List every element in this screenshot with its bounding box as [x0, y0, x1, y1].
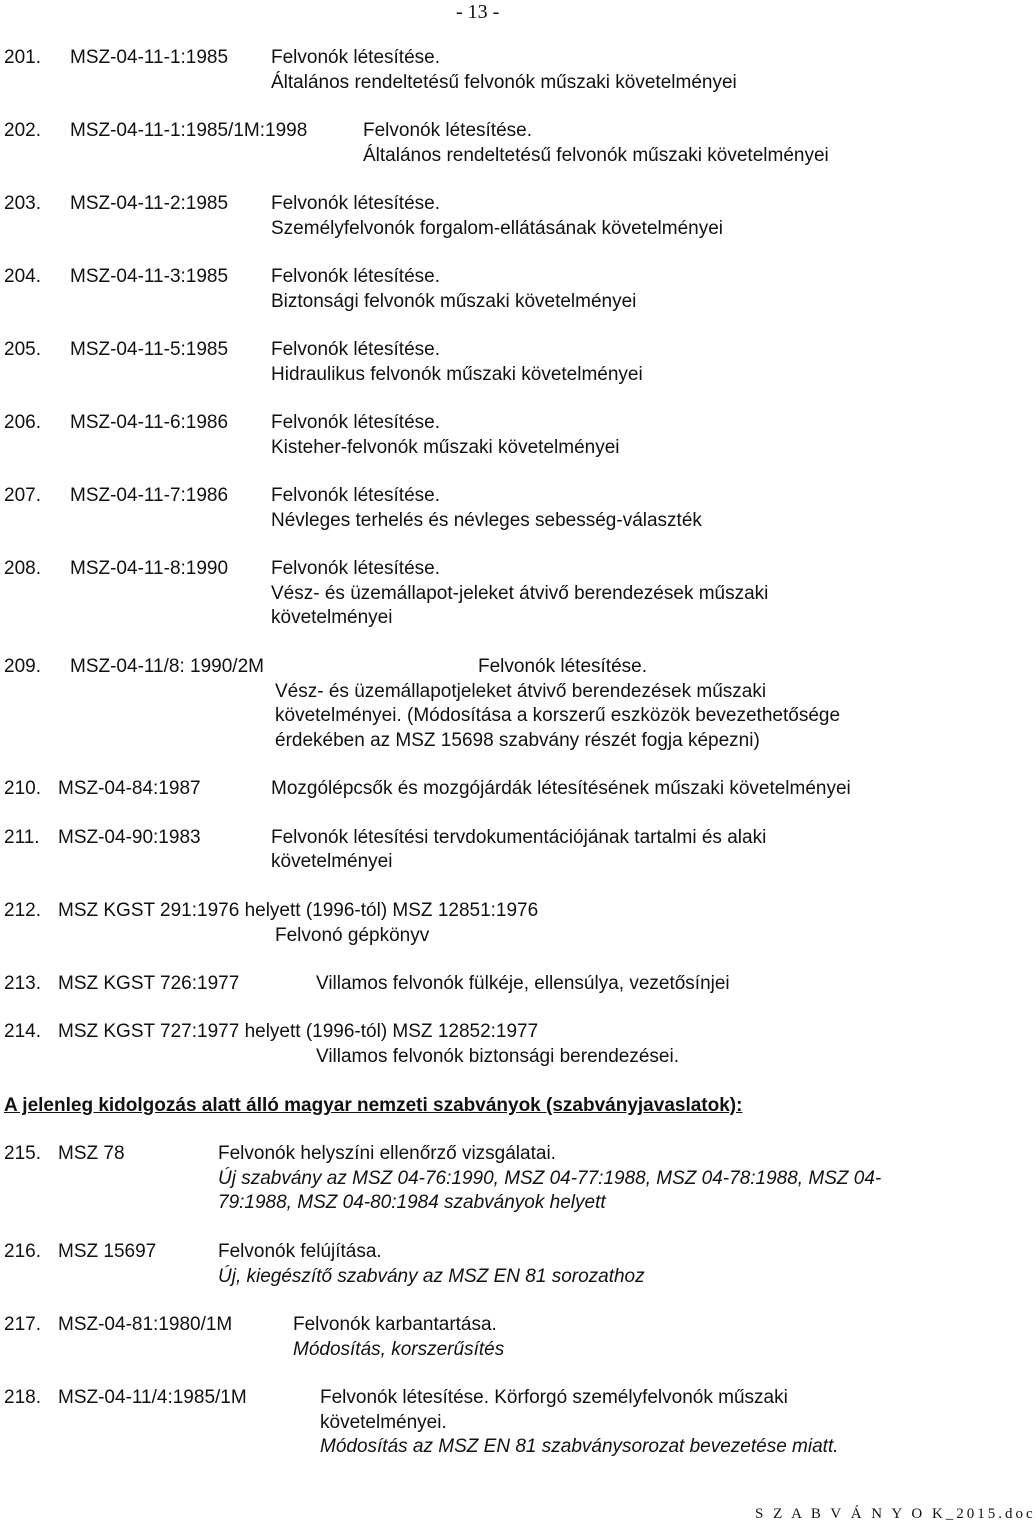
entry-number: 204.: [4, 266, 41, 287]
entry-number: 209.: [4, 656, 41, 677]
standard-title: Villamos felvonók fülkéje, ellensúlya, vezetősínjei: [316, 973, 730, 994]
standard-title: Felvonók létesítése.: [271, 266, 440, 287]
entry-number: 215.: [4, 1143, 41, 1164]
standard-description: Vész- és üzemállapotjeleket átvivő berendezések műszaki: [275, 681, 767, 702]
standard-code: MSZ-04-11-5:1985: [70, 339, 229, 360]
standard-title: Felvonók létesítési tervdokumentációjának tartalmi és alaki: [271, 827, 767, 848]
standard-description: Névleges terhelés és névleges sebesség-választék: [271, 510, 702, 531]
standard-title: Felvonók létesítése.: [271, 339, 440, 360]
standard-note: Új szabvány az MSZ 04-76:1990, MSZ 04-77:1988, MSZ 04-78:1988, MSZ 04-: [218, 1168, 882, 1189]
standard-code: MSZ-04-81:1980/1M: [58, 1314, 233, 1335]
standard-title: Felvonók létesítése.: [271, 558, 440, 579]
standard-title: Felvonók karbantartása.: [293, 1314, 497, 1335]
standard-description: Kisteher-felvonók műszaki követelményei: [271, 437, 620, 458]
entry-number: 214.: [4, 1021, 41, 1042]
standard-title: Felvonók felújítása.: [218, 1241, 382, 1262]
standard-code: MSZ-04-11-3:1985: [70, 266, 229, 287]
standard-code: MSZ-04-84:1987: [58, 778, 201, 799]
standard-code: MSZ-04-11-8:1990: [70, 558, 229, 579]
standard-description: Általános rendeltetésű felvonók műszaki követelményei: [363, 145, 829, 166]
entry-number: 203.: [4, 193, 41, 214]
entry-number: 206.: [4, 412, 41, 433]
standard-code: MSZ-04-11/8: 1990/2M: [70, 656, 264, 677]
standard-note: Módosítás az MSZ EN 81 szabványsorozat bevezetése miatt.: [320, 1436, 839, 1457]
standard-description: követelményei. (Módosítása a korszerű eszközök bevezethetősége: [275, 705, 841, 726]
standard-code: MSZ-04-90:1983: [58, 827, 201, 848]
standard-code: MSZ-04-11-6:1986: [70, 412, 229, 433]
footer-filename: S Z A B V Á N Y O K_2015.doc: [755, 1506, 1036, 1522]
entry-number: 210.: [4, 778, 41, 799]
standard-title: Felvonók helyszíni ellenőrző vizsgálatai.: [218, 1143, 556, 1164]
standard-description: követelményei: [271, 607, 393, 628]
standard-code: MSZ-04-11-2:1985: [70, 193, 229, 214]
standard-description: követelményei: [271, 851, 393, 872]
entry-number: 211.: [4, 827, 40, 848]
standard-description: követelményei.: [320, 1412, 447, 1433]
standard-code: MSZ 78: [58, 1143, 125, 1164]
standard-note: Módosítás, korszerűsítés: [293, 1339, 505, 1360]
standard-description: Felvonó gépkönyv: [275, 925, 430, 946]
standard-title: Felvonók létesítése.: [271, 193, 440, 214]
standard-code: MSZ-04-11-7:1986: [70, 485, 229, 506]
standard-description: Hidraulikus felvonók műszaki követelményei: [271, 364, 643, 385]
standard-description: Villamos felvonók biztonsági berendezései.: [316, 1046, 679, 1067]
entry-number: 207.: [4, 485, 41, 506]
entry-number: 218.: [4, 1387, 41, 1408]
standard-code: MSZ KGST 726:1977: [58, 973, 240, 994]
entry-number: 201.: [4, 47, 41, 68]
standard-description: Vész- és üzemállapot-jeleket átvivő berendezések műszaki: [271, 583, 769, 604]
standard-title: Felvonók létesítése. Körforgó személyfelvonók műszaki: [320, 1387, 788, 1408]
entry-number: 208.: [4, 558, 41, 579]
standard-note: Új, kiegészítő szabvány az MSZ EN 81 sorozathoz: [218, 1266, 645, 1287]
standard-title: Felvonók létesítése.: [271, 485, 440, 506]
standard-title: Felvonók létesítése.: [271, 47, 440, 68]
standard-code: MSZ KGST 291:1976 helyett (1996-tól) MSZ 12851:1976: [58, 900, 539, 921]
entry-number: 213.: [4, 973, 41, 994]
standard-code: MSZ 15697: [58, 1241, 157, 1262]
standard-title: Felvonók létesítése.: [271, 412, 440, 433]
entry-number: 205.: [4, 339, 41, 360]
section-heading: A jelenleg kidolgozás alatt álló magyar nemzeti szabványok (szabványjavaslatok):: [4, 1095, 743, 1116]
standard-description: Személyfelvonók forgalom-ellátásának követelményei: [271, 218, 724, 239]
standard-code: MSZ-04-11/4:1985/1M: [58, 1387, 247, 1408]
entry-number: 202.: [4, 120, 41, 141]
entry-number: 212.: [4, 900, 41, 921]
standard-note: 79:1988, MSZ 04-80:1984 szabványok helyett: [218, 1192, 606, 1213]
standard-description: Általános rendeltetésű felvonók műszaki követelményei: [271, 72, 737, 93]
page-number: - 13 -: [456, 1, 500, 23]
entry-number: 216.: [4, 1241, 41, 1262]
standard-description: Biztonsági felvonók műszaki követelményei: [271, 291, 637, 312]
standard-title: Felvonók létesítése.: [478, 656, 647, 677]
standard-description: érdekében az MSZ 15698 szabvány részét fogja képezni): [275, 730, 760, 751]
standard-title: Felvonók létesítése.: [363, 120, 532, 141]
entry-number: 217.: [4, 1314, 41, 1335]
standard-title: Mozgólépcsők és mozgójárdák létesítésének műszaki követelményei: [271, 778, 851, 799]
standard-code: MSZ KGST 727:1977 helyett (1996-tól) MSZ 12852:1977: [58, 1021, 539, 1042]
standard-code: MSZ-04-11-1:1985/1M:1998: [70, 120, 308, 141]
standard-code: MSZ-04-11-1:1985: [70, 47, 229, 68]
